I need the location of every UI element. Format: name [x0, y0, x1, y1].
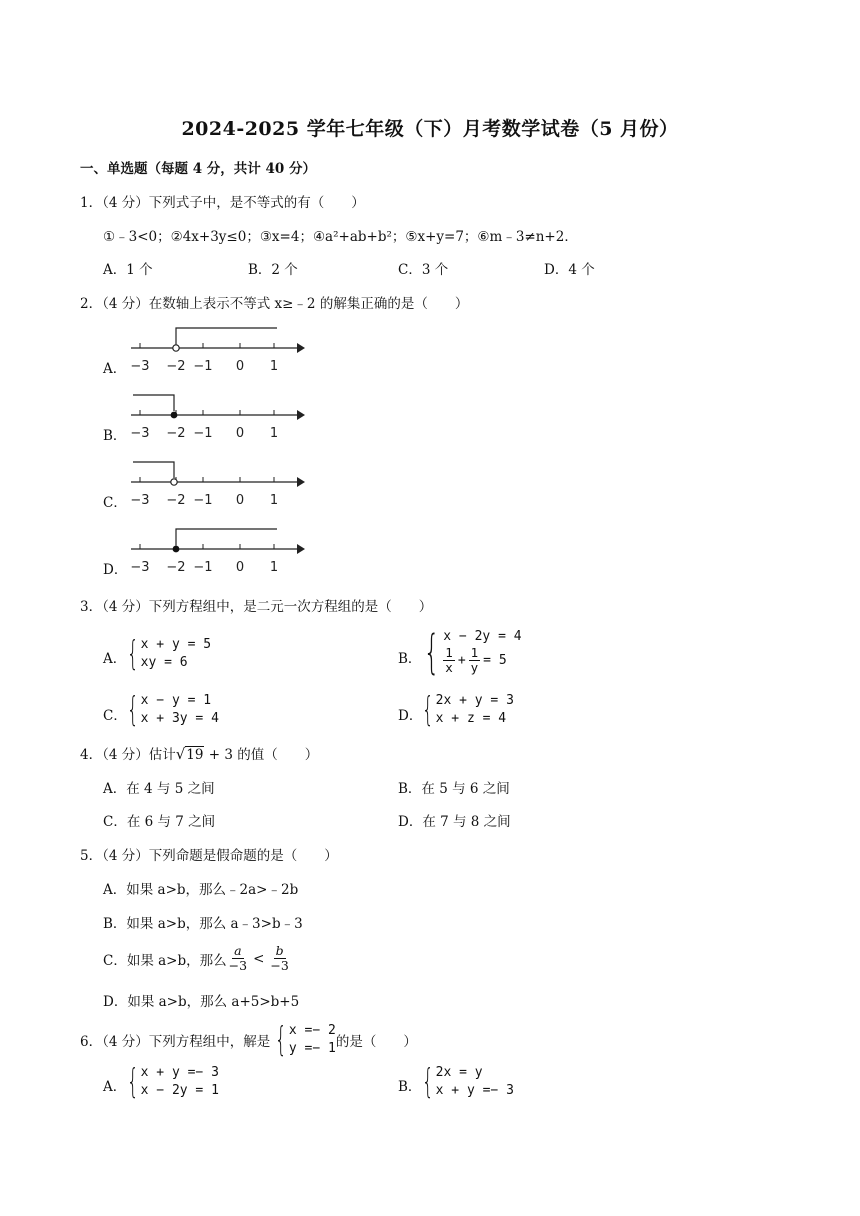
q4-stem	[80, 743, 318, 763]
equation: x − 2y = 4	[443, 629, 522, 644]
numerator: a	[234, 943, 242, 958]
q3-option-b-system	[417, 624, 522, 679]
q6-stem-suffix: 的是（ ）	[335, 1034, 417, 1050]
q3-option-a-label: A．	[103, 651, 127, 667]
brace-icon: {	[126, 1062, 139, 1102]
tick-label: 0	[235, 560, 245, 575]
equation: x + z = 4	[435, 711, 507, 726]
q2-option-a-label: A．	[103, 361, 127, 377]
tick-label: −3	[130, 560, 150, 575]
denominator: −3	[270, 958, 289, 973]
tick-marks	[140, 343, 274, 348]
arrow-icon	[297, 410, 305, 420]
q1-stem: 1．（4 分）下列式子中，是不等式的有（ ）	[80, 195, 365, 211]
fraction	[469, 646, 481, 675]
q6-solution-system	[270, 1022, 336, 1058]
brace-icon: {	[275, 1020, 288, 1060]
tick-label: 0	[235, 426, 245, 441]
sqrt-icon: √	[175, 745, 186, 763]
tick-label: −1	[193, 426, 213, 441]
q1-option-d: D．4 个	[544, 262, 595, 278]
q4-option-a: A．在 4 与 5 之间	[103, 781, 215, 797]
equation: x + y = 5	[140, 637, 212, 652]
q5-option-a: A．如果 a>b，那么﹣2a>﹣2b	[103, 882, 299, 898]
q2-option-c-number-line	[125, 454, 305, 512]
tick-label: −3	[130, 493, 150, 508]
q5-option-c-text: C．如果 a>b，那么	[103, 952, 227, 969]
q5-option-d: D．如果 a>b，那么 a+5>b+5	[103, 994, 300, 1010]
q1-option-a: A．1 个	[103, 262, 153, 278]
tick-label: −2	[166, 359, 186, 374]
tick-label: 1	[269, 560, 279, 575]
open-dot	[173, 345, 179, 351]
q5-option-b: B．如果 a>b，那么 a﹣3>b﹣3	[103, 916, 303, 932]
q2-option-a-number-line	[125, 320, 305, 378]
q2-option-c-label: C．	[103, 495, 127, 511]
equation: x + 3y = 4	[140, 711, 219, 726]
tick-label: −3	[130, 359, 150, 374]
q6-option-a-system	[122, 1064, 219, 1100]
q2-option-b-number-line	[125, 387, 305, 445]
q6-option-b-system	[417, 1064, 514, 1100]
q4-option-c: C．在 6 与 7 之间	[103, 814, 216, 830]
q3-stem: 3．（4 分）下列方程组中，是二元一次方程组的是（ ）	[80, 599, 433, 615]
equals-part: = 5	[483, 652, 507, 668]
solution-bracket	[133, 395, 174, 411]
tick-label: −2	[166, 426, 186, 441]
q2-option-d-label: D．	[103, 562, 128, 578]
equation: x − y = 1	[140, 693, 212, 708]
numerator: 1	[445, 645, 453, 660]
tick-marks	[140, 477, 274, 482]
q1-option-c: C．3 个	[398, 262, 449, 278]
q1-option-b: B．2 个	[248, 262, 298, 278]
q6-option-b-label: B．	[398, 1079, 422, 1095]
q4-stem-suffix: + 3 的值（ ）	[208, 747, 319, 763]
q4-stem-prefix: 4．（4 分）估计	[80, 747, 176, 763]
relation: <	[253, 950, 265, 967]
tick-label: −1	[193, 560, 213, 575]
equation: x − 2y = 1	[140, 1083, 219, 1098]
page-title: 2024-2025 学年七年级（下）月考数学试卷（5 月份）	[181, 118, 679, 140]
brace-icon: {	[423, 624, 440, 679]
closed-dot	[173, 546, 180, 553]
q5-option-c	[103, 944, 291, 973]
q2-option-b-label: B．	[103, 428, 127, 444]
tick-label: −3	[130, 426, 150, 441]
radicand: 19	[186, 747, 204, 763]
brace-icon: {	[126, 690, 139, 730]
tick-label: 1	[269, 359, 279, 374]
numerator: 1	[470, 645, 479, 660]
q3-option-c-label: C．	[103, 708, 127, 724]
numerator: b	[275, 943, 284, 958]
arrow-icon	[297, 477, 305, 487]
q3-option-c-system	[122, 692, 219, 728]
fraction	[268, 944, 290, 973]
denominator: y	[470, 660, 479, 675]
q1-items: ①﹣3<0；②4x+3y≤0；③x=4；④a²+ab+b²；⑤x+y=7；⑥m﹣3≠n+2．	[103, 229, 578, 245]
brace-icon: {	[126, 634, 139, 674]
q3-option-d-label: D．	[398, 708, 423, 724]
closed-dot	[171, 412, 178, 419]
equation: x + y =− 3	[435, 1083, 514, 1098]
fraction	[443, 646, 455, 675]
open-dot	[171, 479, 177, 485]
equation: 2x + y = 3	[435, 693, 514, 708]
tick-marks	[140, 544, 274, 549]
q6-stem	[80, 1022, 417, 1058]
equation: x + y =− 3	[140, 1065, 219, 1080]
tick-label: 1	[269, 426, 279, 441]
equation: 2x = y	[435, 1065, 483, 1080]
tick-label: −1	[193, 359, 213, 374]
arrow-icon	[297, 544, 305, 554]
section-heading: 一、单选题（每题 4 分，共计 40 分）	[80, 161, 316, 177]
tick-label: −2	[166, 560, 186, 575]
denominator: −3	[228, 958, 248, 973]
solution-bracket	[176, 529, 277, 545]
solution-bracket	[133, 462, 174, 478]
q5-stem: 5．（4 分）下列命题是假命题的是（ ）	[80, 848, 338, 864]
fraction	[227, 944, 249, 973]
equation: y =− 1	[288, 1041, 336, 1056]
q2-stem: 2．（4 分）在数轴上表示不等式 x≥﹣2 的解集正确的是（ ）	[80, 296, 469, 312]
equation: xy = 6	[140, 655, 188, 670]
q2-option-d-number-line	[125, 521, 305, 579]
brace-icon: {	[421, 1062, 434, 1102]
tick-marks	[140, 410, 274, 415]
q6-option-a-label: A．	[103, 1079, 127, 1095]
brace-icon: {	[421, 690, 434, 730]
equation	[443, 646, 521, 675]
tick-label: −1	[193, 493, 213, 508]
tick-label: 0	[235, 493, 245, 508]
q3-option-b-label: B．	[398, 651, 422, 667]
equation: x =− 2	[288, 1023, 336, 1038]
plus-sign: +	[457, 652, 466, 668]
solution-bracket	[176, 328, 277, 344]
tick-label: −2	[166, 493, 186, 508]
denominator: x	[445, 660, 453, 675]
tick-label: 0	[235, 359, 245, 374]
tick-label: 1	[269, 493, 279, 508]
q3-option-d-system	[417, 692, 514, 728]
q6-stem-prefix: 6．（4 分）下列方程组中，解是	[80, 1034, 271, 1050]
q3-option-a-system	[122, 636, 211, 672]
q4-option-d: D．在 7 与 8 之间	[398, 814, 511, 830]
q4-option-b: B．在 5 与 6 之间	[398, 781, 510, 797]
arrow-icon	[297, 343, 305, 353]
